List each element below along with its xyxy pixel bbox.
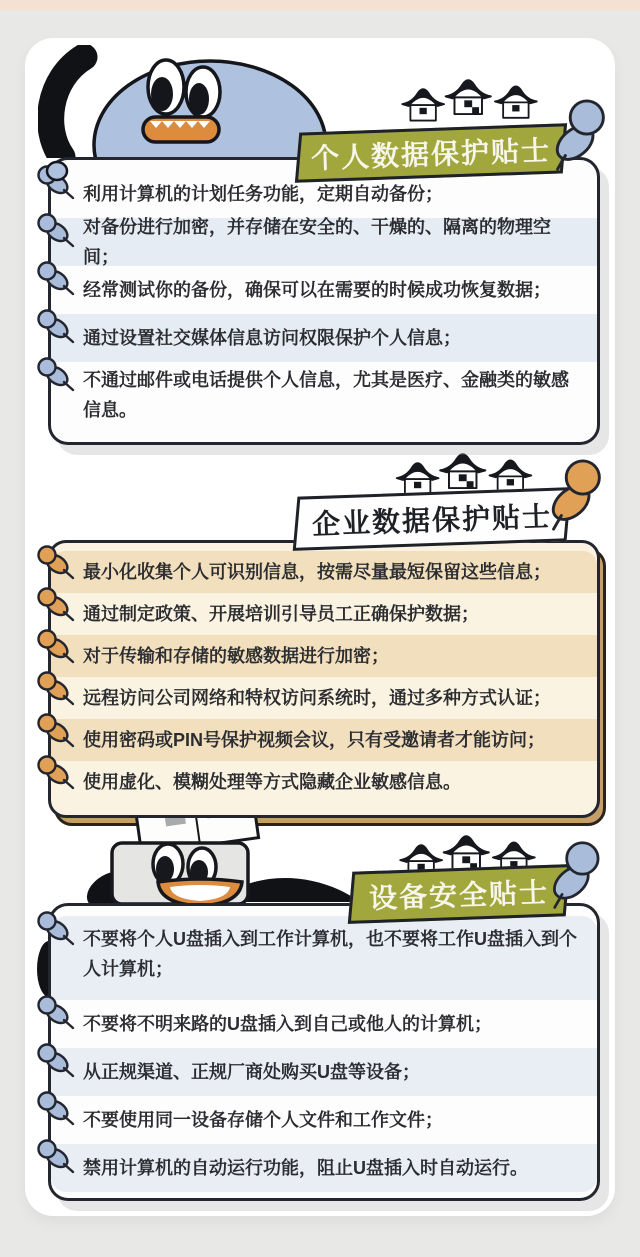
tip-item — [51, 1048, 597, 1096]
pushpin-icon — [548, 98, 610, 174]
tip-text: 通过设置社交媒体信息访问权限保护个人信息； — [83, 328, 461, 348]
tip-item — [51, 1144, 597, 1192]
tips-box-device — [48, 903, 600, 1201]
tip-item — [51, 719, 597, 761]
tip-text: 通过制定政策、开展培训引导员工正确保护数据； — [83, 604, 479, 624]
tip-item — [51, 218, 597, 266]
pushpin-icon — [36, 1043, 78, 1079]
pushpin-icon — [544, 840, 606, 912]
pushpin-icon — [36, 545, 78, 581]
tip-item — [51, 916, 597, 1000]
section-banner-personal — [295, 123, 567, 183]
tip-item — [51, 314, 597, 362]
pushpin-icon — [36, 357, 78, 393]
section-title: 个人数据保护贴士 — [310, 134, 552, 175]
pushpin-icon — [36, 1139, 78, 1175]
tip-text: 最小化收集个人可识别信息，按需尽量最短保留这些信息； — [83, 562, 551, 582]
section-banner-device — [348, 864, 570, 924]
section-banner-enterprise — [293, 487, 572, 551]
pushpin-icon — [544, 458, 606, 534]
tip-item — [51, 1096, 597, 1144]
section-title: 企业数据保护贴士 — [311, 500, 553, 541]
tip-item — [51, 677, 597, 719]
village-houses-icon — [392, 76, 557, 126]
tip-text: 使用密码或PIN号保护视频会议，只有受邀请者才能访问； — [83, 730, 546, 750]
pushpin-icon — [36, 713, 78, 749]
tip-item — [51, 266, 597, 314]
pushpin-icon — [36, 261, 78, 297]
tip-text: 从正规渠道、正规厂商处购买U盘等设备； — [83, 1062, 420, 1082]
pushpin-icon — [36, 213, 78, 249]
tip-item — [51, 362, 597, 430]
tip-text: 利用计算机的计划任务功能，定期自动备份； — [83, 184, 443, 204]
tip-text: 对备份进行加密，并存储在安全的、干燥的、隔离的物理空间； — [83, 217, 551, 267]
pushpin-icon — [36, 995, 78, 1031]
blob-hand — [45, 160, 69, 182]
tips-box-enterprise — [48, 540, 600, 818]
tip-text: 不要使用同一设备存储个人文件和工作文件； — [83, 1110, 443, 1130]
tip-item — [51, 593, 597, 635]
section-title: 设备安全贴士 — [368, 876, 550, 915]
tip-text: 对于传输和存储的敏感数据进行加密； — [83, 646, 389, 666]
pushpin-icon — [36, 629, 78, 665]
tip-text: 使用虚化、模糊处理等方式隐藏企业敏感信息。 — [83, 772, 461, 792]
pushpin-icon — [36, 755, 78, 791]
pushpin-icon — [36, 587, 78, 623]
pushpin-icon — [36, 1091, 78, 1127]
tip-text: 经常测试你的备份，确保可以在需要的时候成功恢复数据； — [83, 280, 551, 300]
tip-item — [51, 761, 597, 803]
pushpin-icon — [36, 671, 78, 707]
tip-text: 远程访问公司网络和特权访问系统时，通过多种方式认证； — [83, 688, 551, 708]
tip-item — [51, 551, 597, 593]
tip-item — [51, 635, 597, 677]
tip-text: 不要将不明来路的U盘插入到自己或他人的计算机； — [83, 1014, 492, 1034]
tip-text: 不通过邮件或电话提供个人信息，尤其是医疗、金融类的敏感信息。 — [83, 370, 569, 420]
tips-box-personal — [48, 157, 600, 445]
tip-item — [51, 1000, 597, 1048]
tip-text: 不要将个人U盘插入到工作计算机，也不要将工作U盘插入到个人计算机； — [83, 929, 577, 979]
pushpin-icon — [36, 309, 78, 345]
tip-text: 禁用计算机的自动运行功能，阻止U盘插入时自动运行。 — [83, 1158, 528, 1178]
pushpin-icon — [36, 911, 78, 947]
